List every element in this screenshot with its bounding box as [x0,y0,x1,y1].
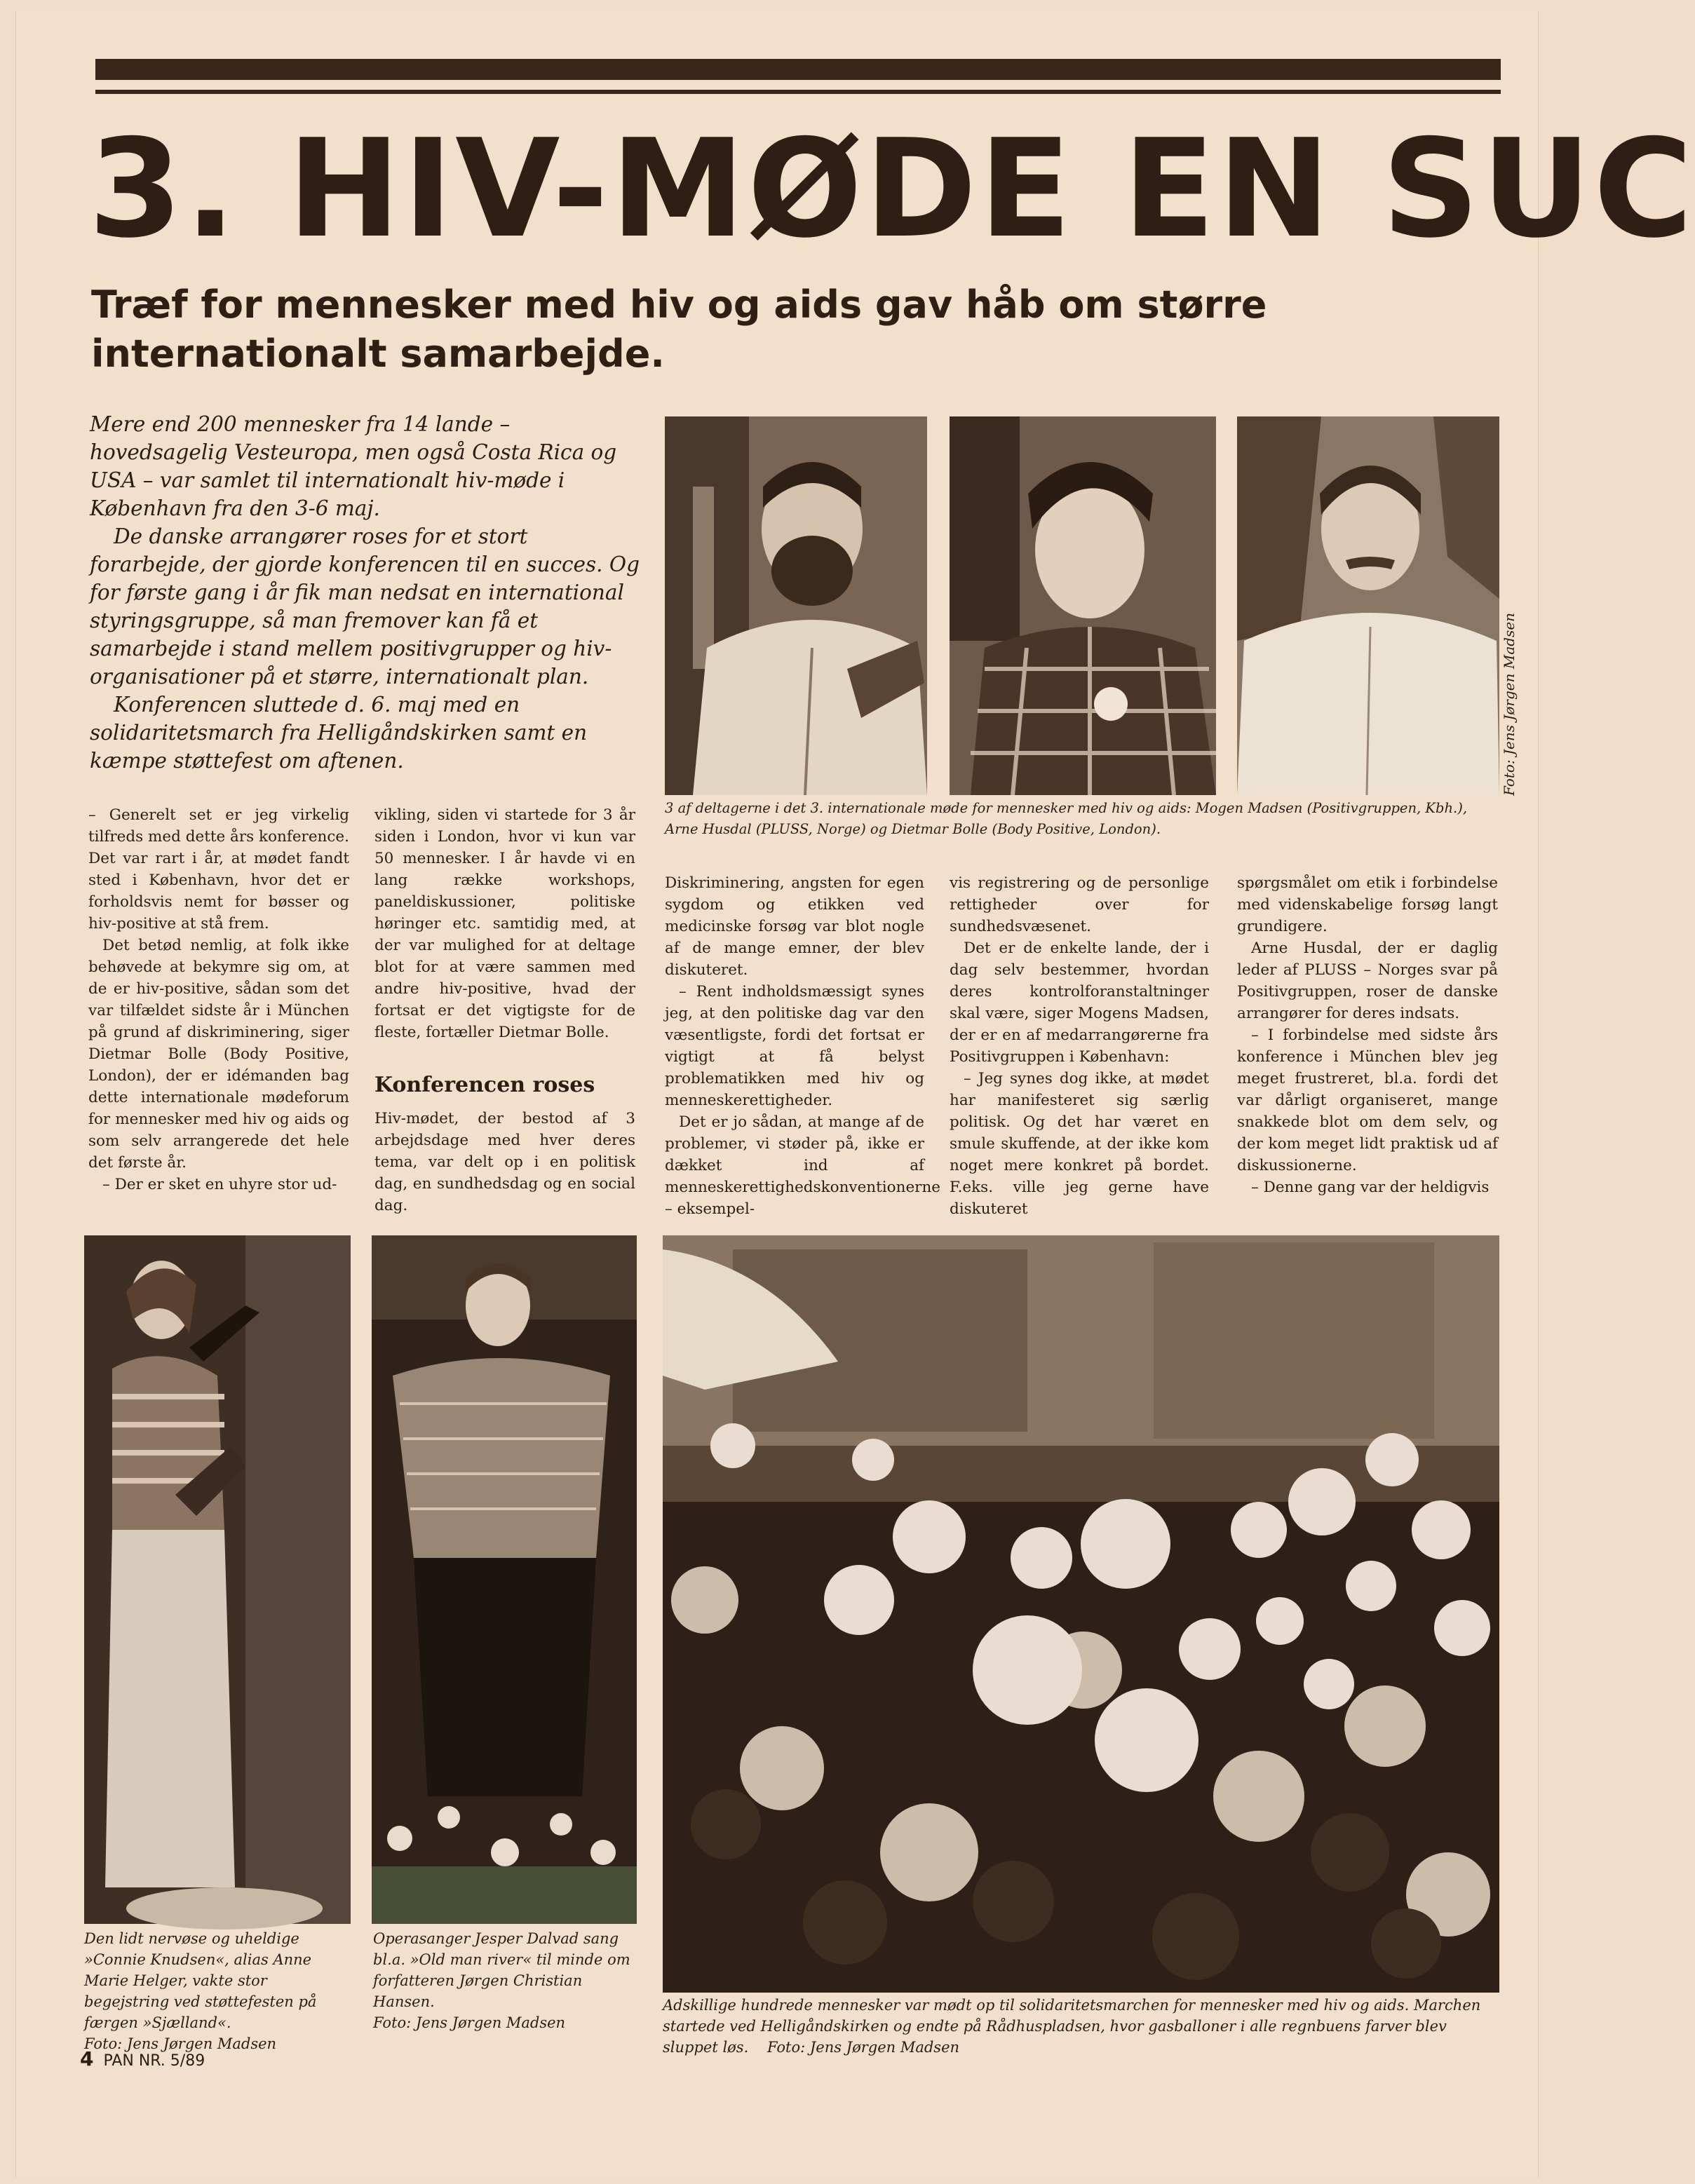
body-paragraph: – Rent indholdsmæssigt synes jeg, at den politiske dag var den væsentligste, fordi det fortsat er vigtigt at få belyst problematikken med hiv og menneskerettigheder. [665,983,924,1109]
body-paragraph: – Denne gang var der heldigvis [1251,1179,1490,1196]
body-paragraph: Arne Husdal, der er daglig leder af PLUSS – Norges svar på Positivgruppen, roser de danske arrangører for deres indsats. [1237,940,1498,1022]
caption-credit: Foto: Jens Jørgen Madsen [767,2039,960,2056]
article-column-2 [374,804,635,1216]
headline: 3. HIV-MØDE EN SUC [88,110,1695,268]
caption-singer-1 [84,1928,344,2054]
body-paragraph: – I forbindelse med sidste års konference i München blev jeg meget frustreret, bl.a. fordi det var dårligt organiseret, mange snakkede blot om dem selv, og der kom meget lidt praktisk ud af diskussionerne. [1237,1026,1498,1174]
body-paragraph: spørgsmålet om etik i forbindelse med videnskabelige forsøg langt grundigere. [1237,874,1498,935]
body-paragraph: vis registrering og de personlige rettigheder over for sundhedsvæsenet. [950,874,1209,935]
caption-singer-2 [373,1928,633,2033]
photo-singer-connie-knudsen [84,1235,351,1924]
section-heading: Konferencen roses [374,1073,595,1097]
portrait-photo-mogens-madsen [665,416,927,795]
photo-solidarity-march-balloons [663,1235,1499,1993]
body-paragraph: Det er de enkelte lande, der i dag selv bestemmer, hvordan deres kontrolforanstaltninger skal være, siger Mogens Madsen, der er en af medarrangørerne fra Positivgruppen i København: [950,940,1209,1066]
caption-text: Adskillige hundrede mennesker var mødt op til solidaritetsmarchen for mennesker med hiv og aids. Marchen startede ved Helligåndskirken og endte på Rådhuspladsen, hvor gasballoner i alle regnbuens farver blev sluppet løs. [663,1997,1481,2056]
body-paragraph: vikling, siden vi startede for 3 år siden i London, hvor vi kun var 50 mennesker. I år havde vi en lang række workshops, paneldiskussioner, politiske høringer etc. samtidig med, at der var mulighed for at deltage blot for at være sammen med andre hiv-positive, hvad der fortsat er det vigtigste for de fleste, fortæller Dietmar Bolle. [374,806,635,1041]
caption-text: Operasanger Jesper Dalvad sang bl.a. »Old man river« til minde om forfatteren Jørgen Christian Hansen. [373,1930,630,2010]
article-column-1 [88,804,349,1195]
lead-paragraph: Konferencen sluttede d. 6. maj med en solidaritetsmarch fra Helligåndskirken samt en kæmpe støttefest om aftenen. [90,693,588,773]
body-paragraph: – Der er sket en uhyre stor ud- [102,1176,337,1193]
portraits-caption: 3 af deltagerne i det 3. internationale møde for mennesker med hiv og aids: Mogen Madsen (Positivgruppen, Kbh.), Arne Husdal (PLUSS, Norge) og Dietmar Bolle (Body Positive, London). [665,800,1468,837]
lead-paragraph: De danske arrangører roses for et stort forarbejde, der gjorde konferencen til en succes. Og for første gang i år fik man nedsat en international styringsgruppe, så man fremover kan få et samarbejde i stand mellem positivgrupper og hiv-organisationer på et større, internationalt plan. [90,524,640,689]
page-number: 4 [80,2047,94,2070]
caption-march [663,1995,1497,2058]
article-column-4 [950,872,1209,1220]
issue-label: PAN NR. 5/89 [103,2052,205,2070]
subheadline: Træf for mennesker med hiv og aids gav håb om større internationalt samarbejde. [91,283,1267,376]
body-paragraph: Det er jo sådan, at mange af de problemer, vi støder på, ikke er dækket ind af menneskerettighedskonventionerne – eksempel- [665,1113,941,1218]
lead-paragraphs [90,410,644,775]
body-paragraph: Diskriminering, angsten for egen sygdom og etikken ved medicinske forsøg var blot nogle af de mange emner, der blev diskuteret. [665,874,924,979]
portrait-photo-dietmar-bolle [1237,416,1499,795]
portrait-photo-arne-husdal [950,416,1216,795]
body-paragraph: – Generelt set er jeg virkelig tilfreds med dette års konference. Det var rart i år, at mødet fandt sted i København, hvor det er forholdsvis nemt for bøsser og hiv-positive at stå frem. [88,806,349,932]
body-paragraph: Hiv-mødet, der bestod af 3 arbejdsdage med hver deres tema, var delt op i en politisk dag, en sundhedsdag og en social dag. [374,1110,635,1214]
portrait-photo-credit: Foto: Jens Jørgen Madsen [1501,612,1518,796]
article-column-3 [665,872,941,1220]
top-rule-thin [95,90,1501,94]
body-paragraph: – Jeg synes dog ikke, at mødet har manifesteret sig særlig politisk. Og det har været en smule skuffende, at der ikke kom noget mere konkret på bordet. F.eks. ville jeg gerne have diskuteret [950,1070,1209,1218]
body-paragraph: Det betød nemlig, at folk ikke behøvede at bekymre sig om, at de er hiv-positive, sådan som det var tilfældet sidste år i München på grund af diskriminering, siger Dietmar Bolle (Body Positive, London), der er idémanden bag dette internationale mødeforum for mennesker med hiv og aids og som selv arrangerede det hele det første år. [88,937,349,1172]
photo-singer-jesper-dalvad [372,1235,637,1924]
lead-paragraph: Mere end 200 mennesker fra 14 lande – hovedsagelig Vesteuropa, men også Costa Rica og USA – var samlet til internationalt hiv-møde i København fra den 3-6 maj. [90,412,617,520]
caption-credit: Foto: Jens Jørgen Madsen [373,2014,566,2031]
top-rule [95,59,1501,80]
page-folio [80,2047,205,2070]
article-column-5 [1237,872,1498,1198]
caption-text: Den lidt nervøse og uheldige »Connie Knudsen«, alias Anne Marie Helger, vakte stor begejstring ved støttefesten på færgen »Sjælland«. [84,1930,317,2031]
caption-credit: Foto: Jens Jørgen Madsen [84,2035,277,2052]
